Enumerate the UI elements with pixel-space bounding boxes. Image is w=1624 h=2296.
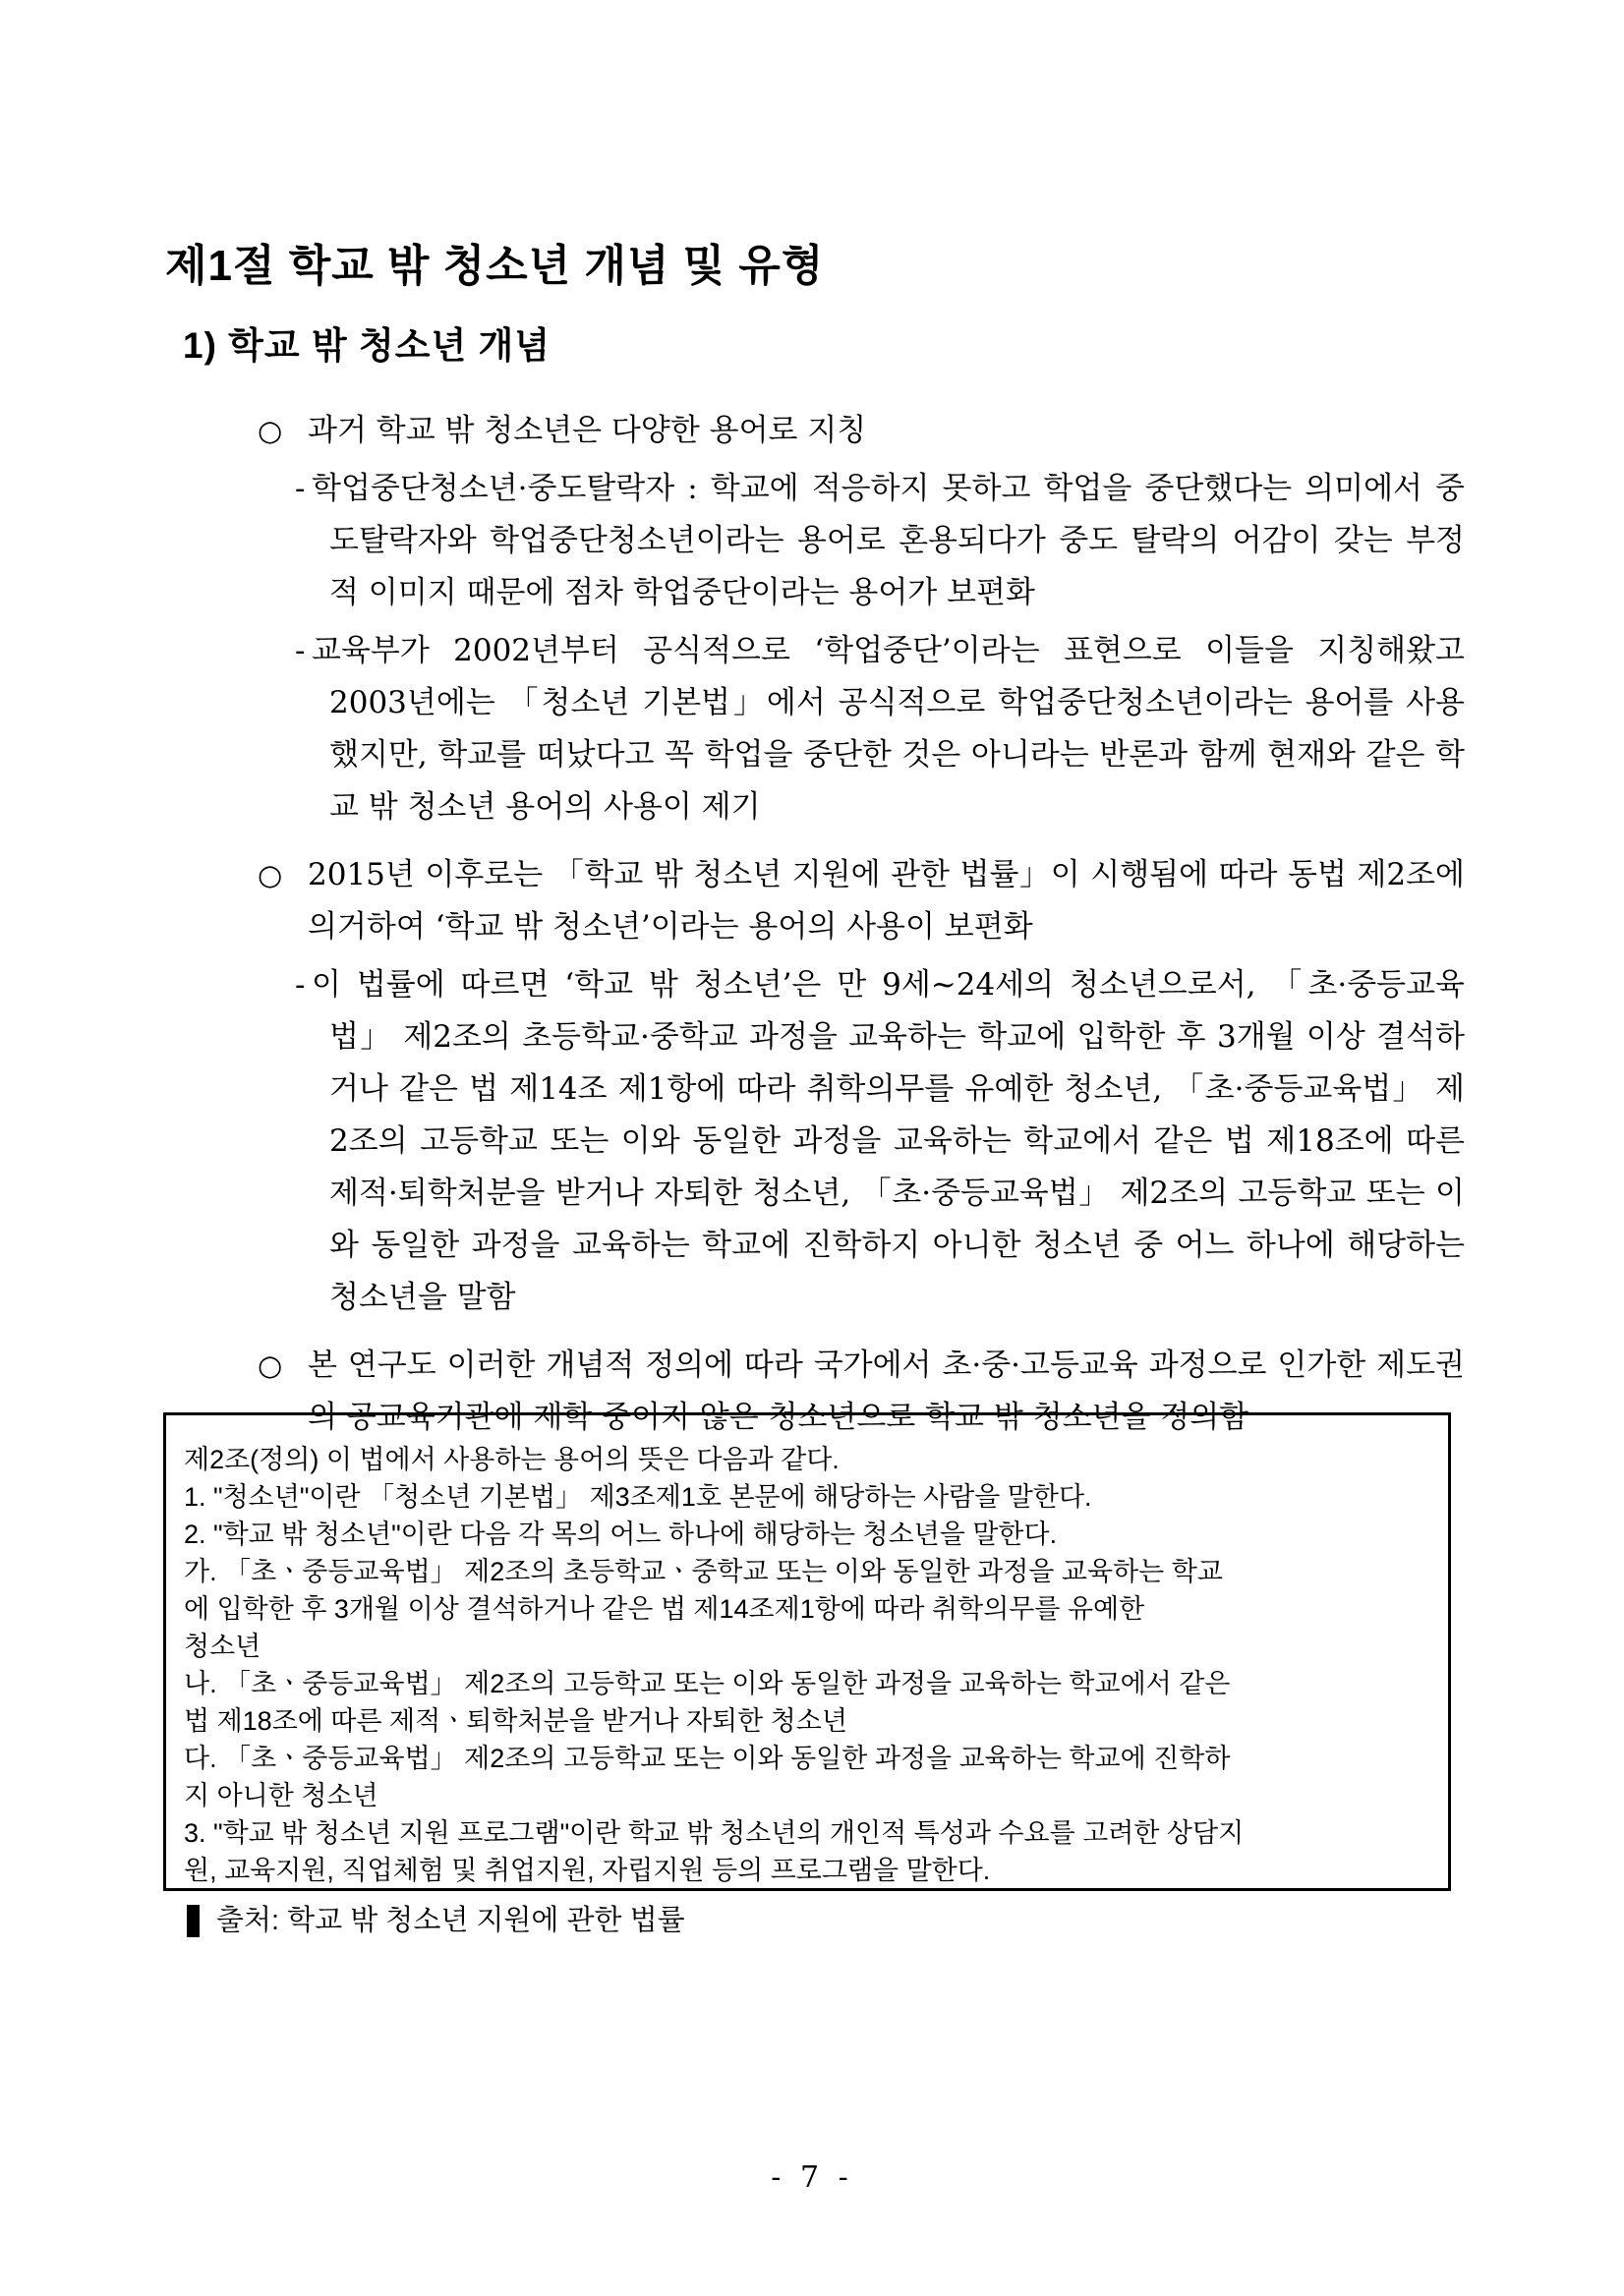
- law-box-line: 다. 「초ㆍ중등교육법」 제2조의 고등학교 또는 이와 동일한 과정을 교육하는 학교에 진학하: [184, 1744, 1231, 1773]
- law-box-line: 청소년: [184, 1632, 261, 1661]
- section-title: 제1절 학교 밖 청소년 개념 및 유형: [165, 242, 825, 290]
- circle-bullet-icon: ○: [258, 1349, 283, 1382]
- law-box-line: 3. "학교 밖 청소년 지원 프로그램"이란 학교 밖 청소년의 개인적 특성과 수요를 고려한 상담지: [184, 1818, 1245, 1848]
- list-item-text: 과거 학교 밖 청소년은 다양한 용어로 지칭: [308, 413, 867, 448]
- law-box-line: 지 아니한 청소년: [184, 1781, 378, 1810]
- list-item: [167, 849, 1465, 953]
- circle-bullet-icon: ○: [258, 858, 283, 891]
- list-item-text: 이 법률에 따르면 ‘학교 밖 청소년’은 만 9세~24세의 청소년으로서, 「초·중등교육법」 제2조의 초등학교·중학교 과정을 교육하는 학교에 입학한 후 3개월 이상 결석하거나 같은 법 제14조 제1항에 따라 취학의무를 유예한 청소년, 「초·중등교육법」 제2조의 고등학교 또는 이와 동일한 과정을 교육하는 학교에서 같은 법 제18조에 따른 제적·퇴학처분을 받거나 자퇴한 청소년, 「초·중등교육법」 제2조의 고등학교 또는 이와 동일한 과정을 교육하는 학교에 진학하지 아니한 청소년 중 어느 하나에 해당하는 청소년을 말함: [312, 967, 1465, 1315]
- source-bar-icon: [187, 1905, 200, 1937]
- list-item: [167, 405, 1465, 457]
- list-item: [167, 625, 1465, 833]
- source-note-text: 출처: 학교 밖 청소년 지원에 관한 법률: [216, 1905, 685, 1936]
- dash-bullet-icon: -: [295, 967, 306, 1003]
- list-item-text: 본 연구도 이러한 개념적 정의에 따라 국가에서 초·중·고등교육 과정으로 인가한 제도권의 공교육기관에 재학 중이지 않은 청소년으로 학교 밖 청소년을 정의함: [308, 1348, 1465, 1435]
- law-box-line: 2. "학교 밖 청소년"이란 다음 각 목의 어느 하나에 해당하는 청소년을 말한다.: [184, 1520, 1058, 1549]
- list-item-text: 학업중단청소년·중도탈락자 : 학교에 적응하지 못하고 학업을 중단했다는 의미에서 중도탈락자와 학업중단청소년이라는 용어로 혼용되다가 중도 탈락의 어감이 갖는 부정적 이미지 때문에 점차 학업중단이라는 용어가 보편화: [312, 471, 1465, 610]
- source-note: [187, 1901, 685, 1940]
- law-box-line: 제2조(정의) 이 법에서 사용하는 용어의 뜻은 다음과 같다.: [184, 1445, 840, 1474]
- list-item-text: 2015년 이후로는 「학교 밖 청소년 지원에 관한 법률」이 시행됨에 따라 동법 제2조에 의거하여 ‘학교 밖 청소년’이라는 용어의 사용이 보편화: [308, 857, 1465, 945]
- law-definition-box: [163, 1412, 1451, 1891]
- dash-bullet-icon: -: [295, 471, 306, 506]
- list-item: [167, 959, 1465, 1324]
- circle-bullet-icon: ○: [258, 414, 283, 447]
- bullet-list: [167, 405, 1465, 1450]
- law-box-line: 원, 교육지원, 직업체험 및 취업지원, 자립지원 등의 프로그램을 말한다.: [184, 1856, 991, 1885]
- section-subtitle: 1) 학교 밖 청소년 개념: [183, 325, 551, 366]
- law-box-line: 에 입학한 후 3개월 이상 결석하거나 같은 법 제14조제1항에 따라 취학의무를 유예한: [184, 1594, 1145, 1624]
- list-item-text: 교육부가 2002년부터 공식적으로 ‘학업중단’이라는 표현으로 이들을 지칭해왔고 2003년에는 「청소년 기본법」에서 공식적으로 학업중단청소년이라는 용어를 사용했지만, 학교를 떠났다고 꼭 학업을 중단한 것은 아니라는 반론과 함께 현재와 같은 학교 밖 청소년 용어의 사용이 제기: [312, 633, 1465, 825]
- dash-bullet-icon: -: [295, 633, 306, 668]
- list-item: [167, 463, 1465, 619]
- law-box-line: 법 제18조에 따른 제적ㆍ퇴학처분을 받거나 자퇴한 청소년: [184, 1706, 847, 1736]
- law-box-line: 1. "청소년"이란 「청소년 기본법」 제3조제1호 본문에 해당하는 사람을 말한다.: [184, 1482, 1092, 1512]
- law-box-line: 가. 「초ㆍ중등교육법」 제2조의 초등학교ㆍ중학교 또는 이와 동일한 과정을 교육하는 학교: [184, 1557, 1223, 1586]
- page-number: - 7 -: [771, 2160, 853, 2195]
- law-box-line: 나. 「초ㆍ중등교육법」 제2조의 고등학교 또는 이와 동일한 과정을 교육하는 학교에서 같은: [184, 1669, 1231, 1698]
